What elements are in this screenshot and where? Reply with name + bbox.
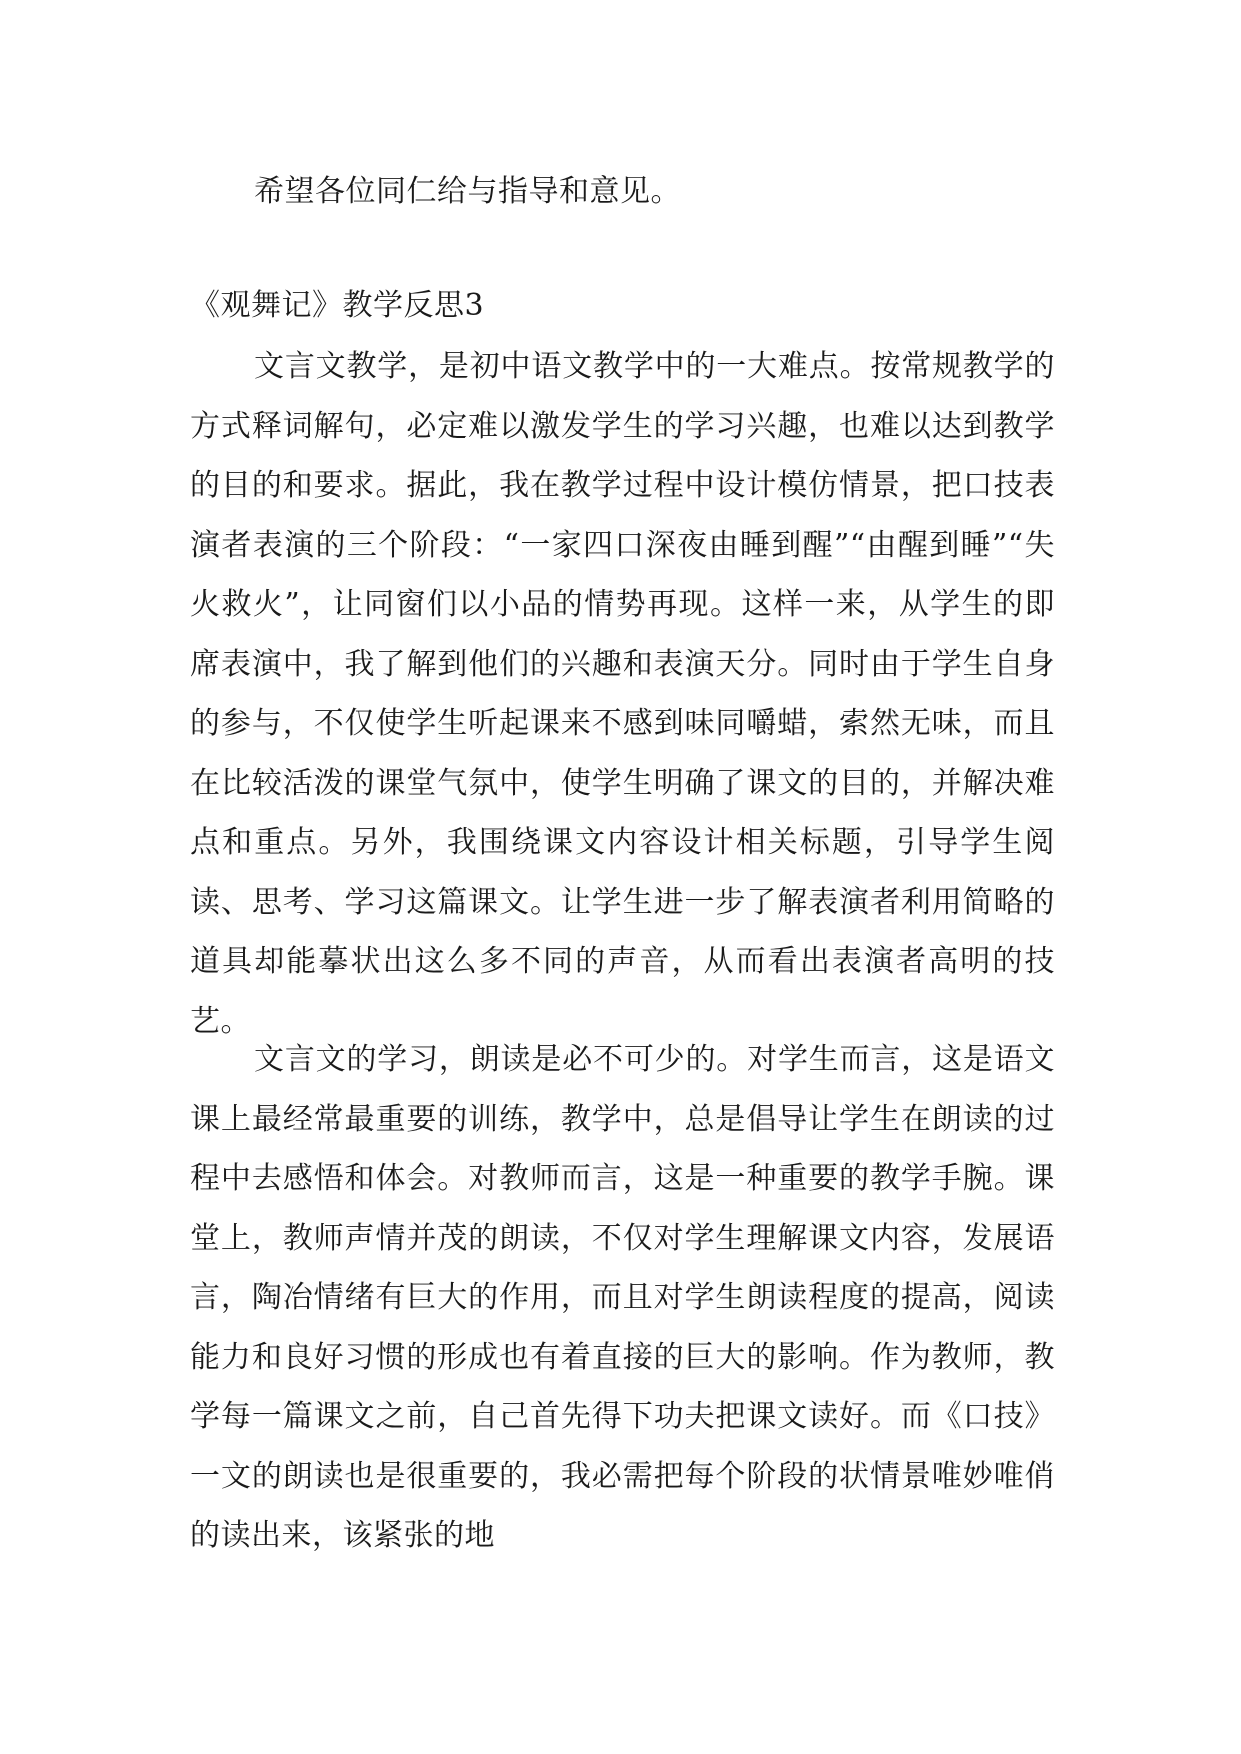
closing-line: 希望各位同仁给与指导和意见。 [254,174,681,209]
body-paragraph-2: 文言文的学习，朗读是必不可少的。对学生而言，这是语文课上最经常最重要的训练，教学中，总是倡导让学生在朗读的过程中去感悟和体会。对教师而言，这是一种重要的教学手腕。课堂上，教师声情并茂的朗读，不仅对学生理解课文内容，发展语言，陶冶情绪有巨大的作用，而且对学生朗读程度的提高，阅读能力和良好习惯的形成也有着直接的巨大的影响。作为教师，教学每一篇课文之前，自己首先得下功夫把课文读好。而《口技》一文的朗读也是很重要的，我必需把每个阶段的状情景唯妙唯俏的读出来，该紧张的地 [190,1042,1055,1553]
body-paragraph-1: 文言文教学，是初中语文教学中的一大难点。按常规教学的方式释词解句，必定难以激发学生的学习兴趣，也难以达到教学的目的和要求。据此，我在教学过程中设计模仿情景，把口技表演者表演的三个阶段：“一家四口深夜由睡到醒”“由醒到睡”“失火救火”，让同窗们以小品的情势再现。这样一来，从学生的即席表演中，我了解到他们的兴趣和表演天分。同时由于学生自身的参与，不仅使学生听起课来不感到味同嚼蜡，索然无味，而且在比较活泼的课堂气氛中，使学生明确了课文的目的，并解决难点和重点。另外，我围绕课文内容设计相关标题，引导学生阅读、思考、学习这篇课文。让学生进一步了解表演者利用简略的道具却能摹状出这么多不同的声音，从而看出表演者高明的技艺。 [190,349,1055,1039]
section-title: 《观舞记》教学反思3 [190,288,485,323]
